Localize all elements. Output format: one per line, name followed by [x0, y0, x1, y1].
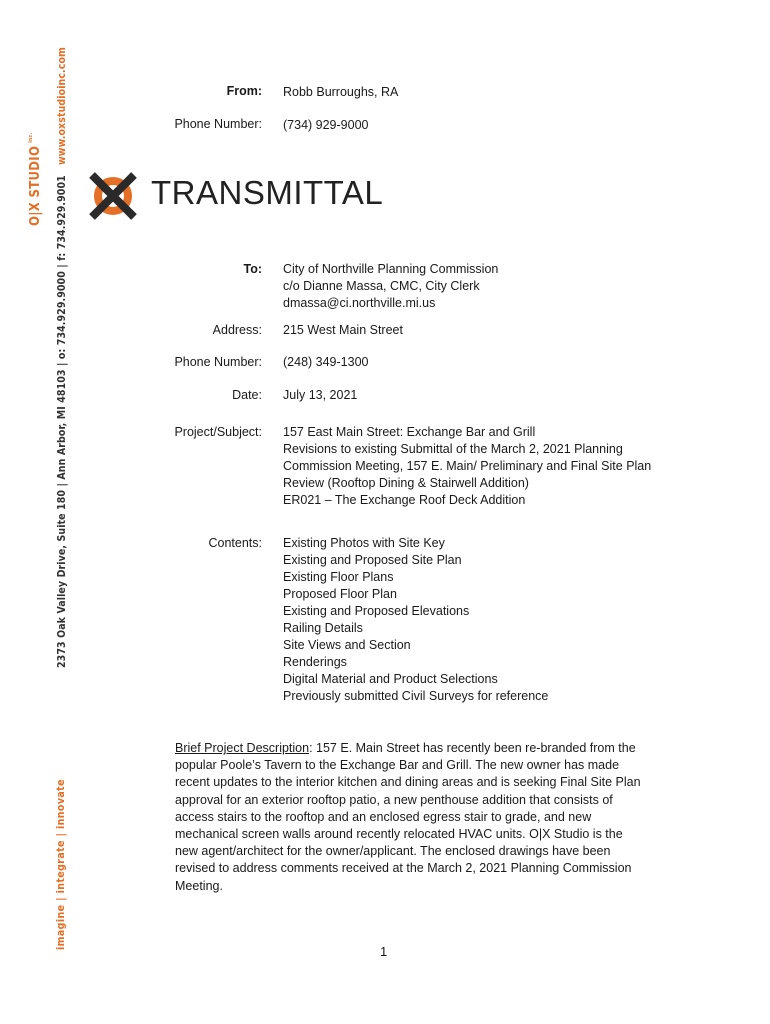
contact-address: 2373 Oak Valley Drive, Suite 180 | Ann Arbor, MI 48103 | o: 734.929.9000 | f: 734.929.9001	[56, 175, 68, 668]
project-label: Project/Subject:	[174, 425, 262, 439]
project-value	[283, 424, 651, 509]
sidebar-tagline: imagine | integrate | innovate	[55, 779, 67, 950]
brand-suffix: inc.	[28, 132, 34, 143]
from-label: From:	[226, 84, 262, 98]
project-line: Revisions to existing Submittal of the March 2, 2021 Planning	[283, 442, 623, 456]
address-label: Address:	[212, 323, 262, 337]
address-value: 215 West Main Street	[283, 323, 403, 337]
brand-name: O|X STUDIO	[28, 145, 43, 226]
project-line: 157 East Main Street: Exchange Bar and Grill	[283, 425, 536, 439]
contents-item: Existing and Proposed Site Plan	[283, 553, 462, 567]
to-email[interactable]: dmassa@ci.northville.mi.us	[283, 296, 436, 310]
to-line: c/o Dianne Massa, CMC, City Clerk	[283, 279, 480, 293]
contents-list	[283, 535, 548, 705]
contents-item: Existing Photos with Site Key	[283, 536, 445, 550]
to-phone-value: (248) 349-1300	[283, 355, 369, 369]
ox-logo-icon	[88, 172, 138, 220]
project-line: ER021 – The Exchange Roof Deck Addition	[283, 493, 526, 507]
description-lead: Brief Project Description	[175, 741, 310, 755]
project-line: Commission Meeting, 157 E. Main/ Preliminary and Final Site Plan	[283, 459, 652, 473]
page-title: TRANSMITTAL	[151, 174, 384, 211]
website-link[interactable]: www.oxstudioinc.com	[56, 47, 68, 166]
contents-item: Existing and Proposed Elevations	[283, 604, 470, 618]
to-value	[283, 261, 498, 312]
sidebar-contact	[56, 47, 68, 668]
from-phone-value: (734) 929-9000	[283, 118, 369, 132]
to-phone-label: Phone Number:	[174, 355, 262, 369]
description-body: : 157 E. Main Street has recently been re-branded from the popular Poole’s Tavern to the Exchange Bar and Grill. The new owner has made recent updates to the interior kitchen and dining areas and is seeking Final Site Plan approval for an exterior rooftop patio, a new penthouse addition that consists of access stairs to the rooftop and an enclosed egress stair to grade, and new mechanical screen walls around recently relocated HVAC units. O|X Studio is the new agent/architect for the owner/applicant. The enclosed drawings have been revised to address comments received at the March 2, 2021 Planning Commission Meeting.	[175, 741, 641, 893]
contents-label: Contents:	[208, 536, 262, 550]
project-description	[175, 740, 645, 895]
contents-item: Renderings	[283, 655, 347, 669]
to-label: To:	[243, 262, 262, 276]
date-value: July 13, 2021	[283, 388, 358, 402]
contents-item: Proposed Floor Plan	[283, 587, 397, 601]
date-label: Date:	[232, 388, 262, 402]
from-phone-label: Phone Number:	[174, 117, 262, 131]
page-number: 1	[380, 944, 388, 959]
contents-item: Railing Details	[283, 621, 363, 635]
project-line: Review (Rooftop Dining & Stairwell Addition)	[283, 476, 529, 490]
contents-item: Existing Floor Plans	[283, 570, 394, 584]
contents-item: Digital Material and Product Selections	[283, 672, 498, 686]
contents-item: Previously submitted Civil Surveys for reference	[283, 689, 549, 703]
contents-item: Site Views and Section	[283, 638, 411, 652]
sidebar-brand	[28, 132, 43, 226]
to-line: City of Northville Planning Commission	[283, 262, 499, 276]
from-value: Robb Burroughs, RA	[283, 85, 399, 99]
